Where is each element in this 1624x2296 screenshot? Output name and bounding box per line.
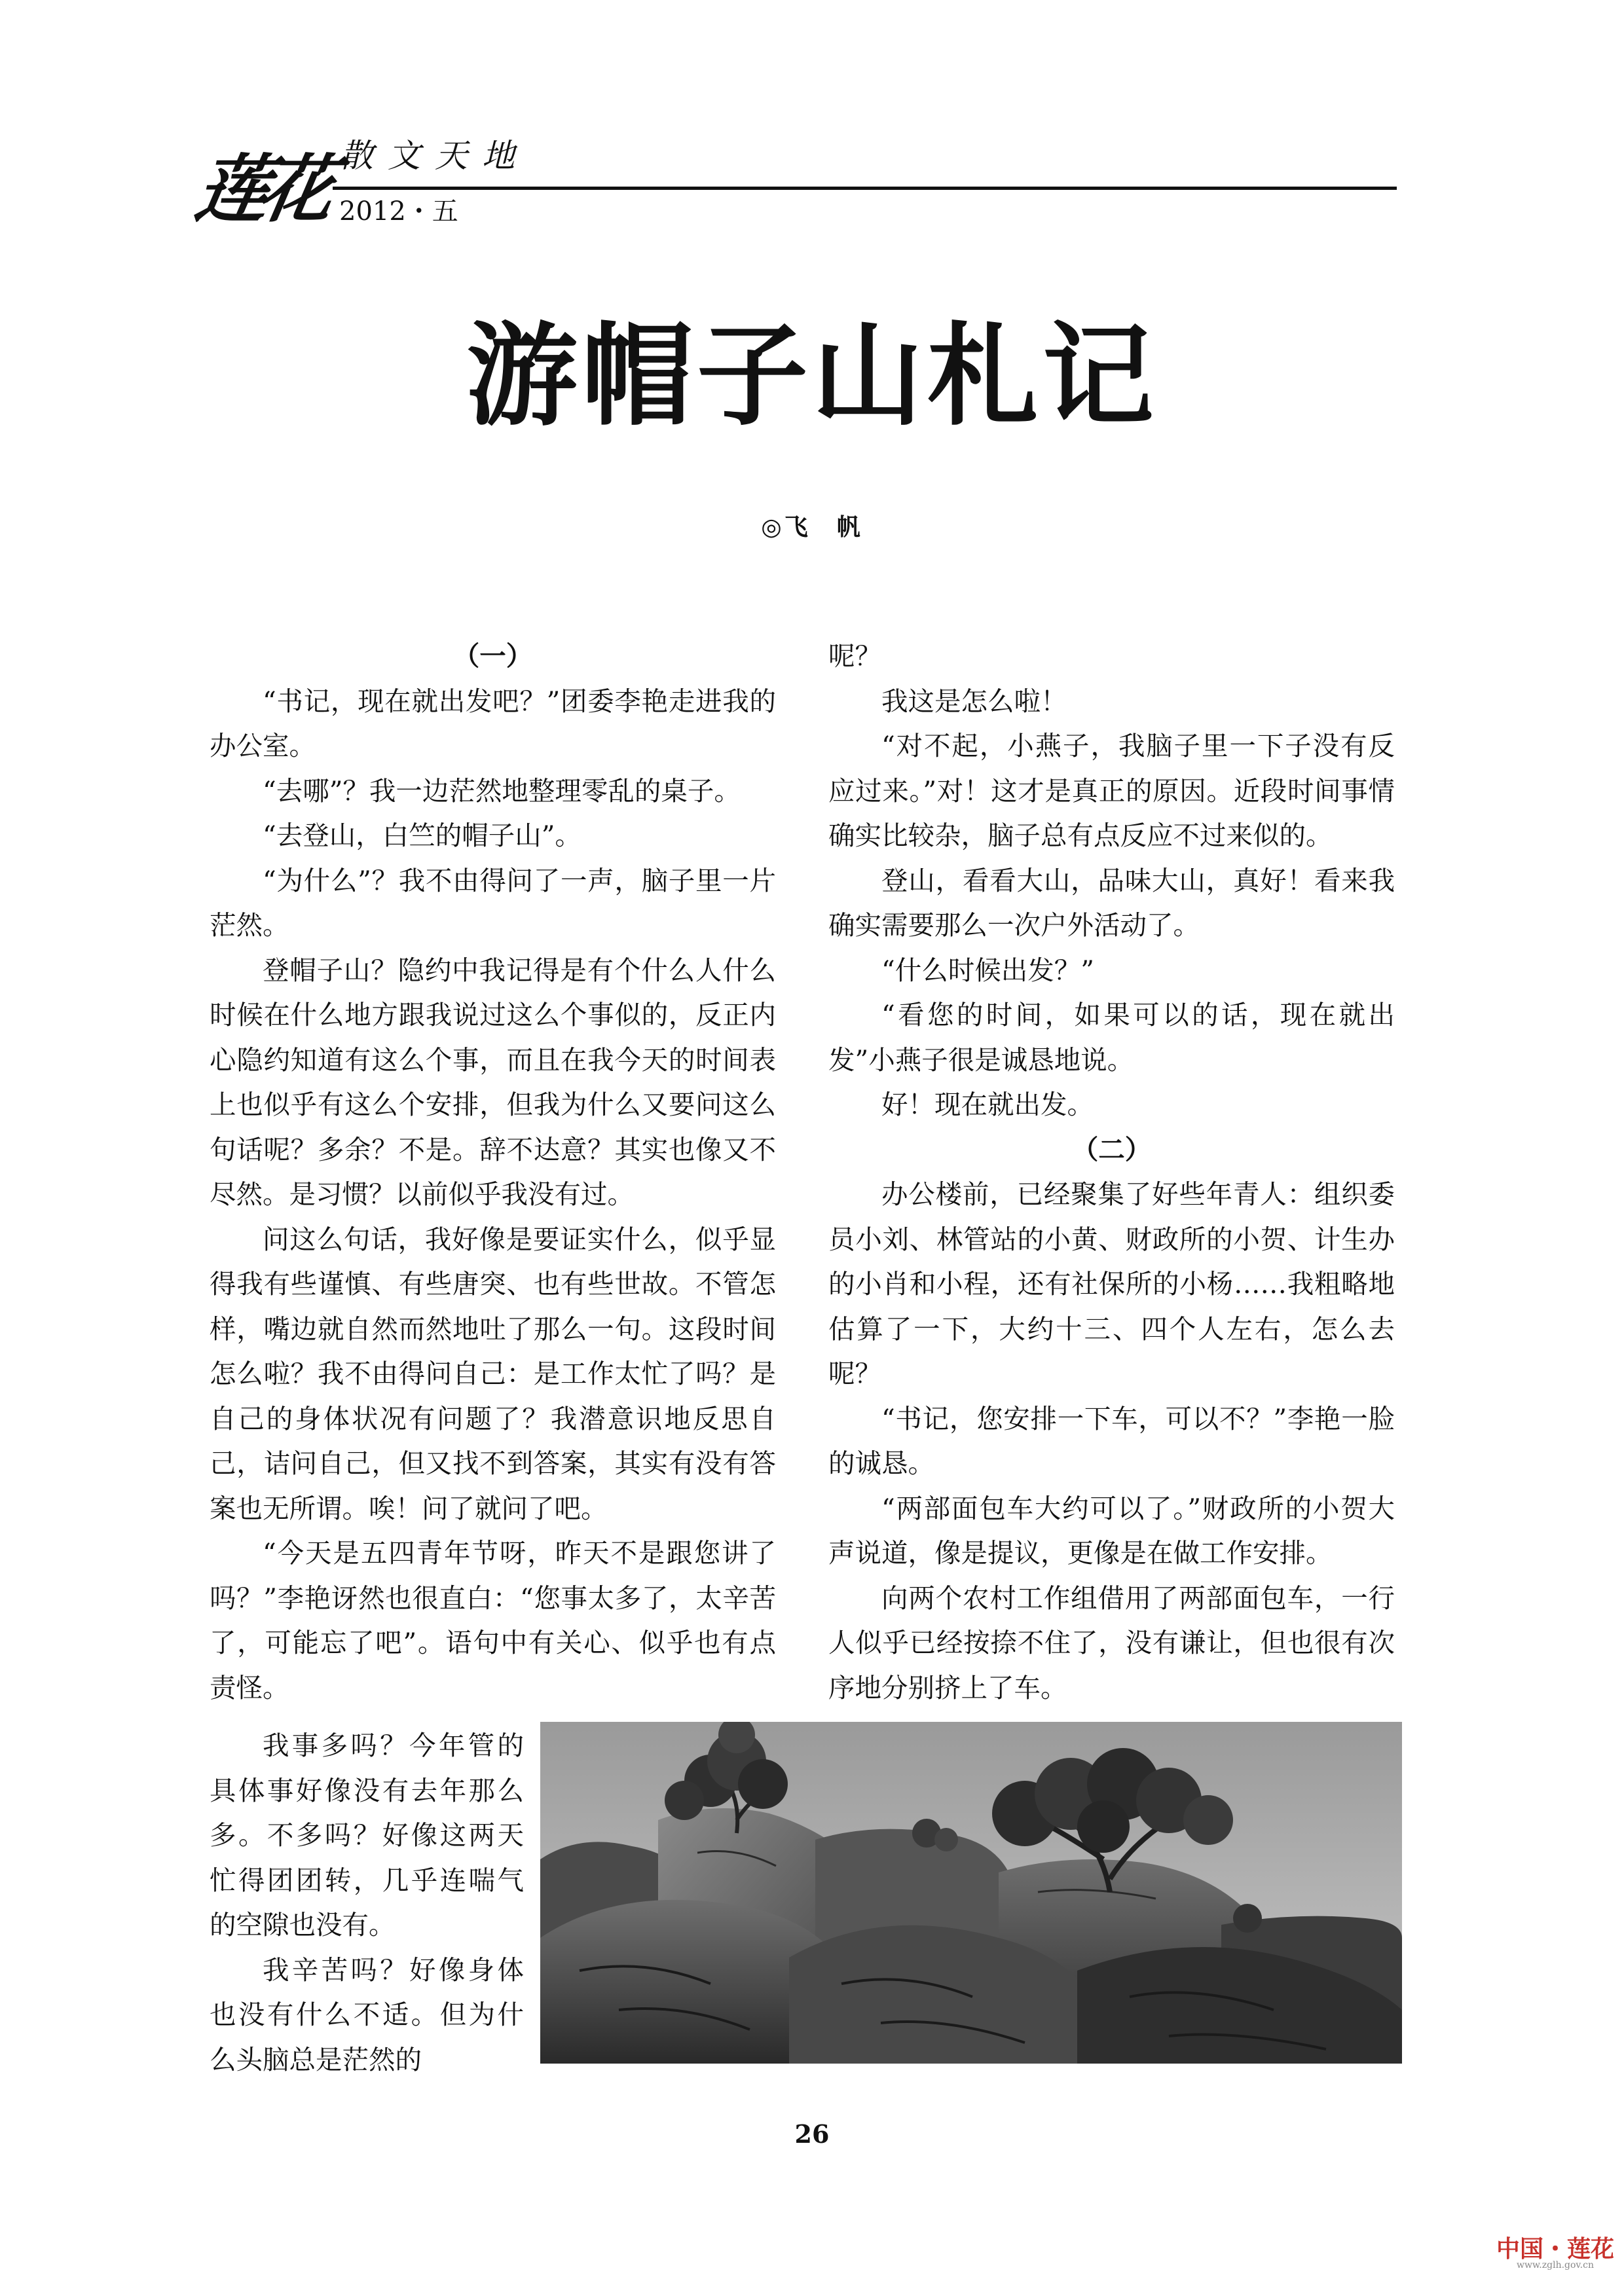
paragraph: 办公楼前，已经聚集了好些年青人：组织委员小刘、林管站的小黄、财政所的小贺、计生办的小肖和小程，还有社保所的小杨……我粗略地估算了一下，大约十三、四个人左右，怎么去呢？ <box>828 1178 1395 1389</box>
paragraph: 我辛苦吗？好像身体也没有什么不适。但为什么头脑总是茫然的 <box>210 1954 524 2075</box>
paragraph: “什么时候出发？” <box>881 954 1094 986</box>
site-watermark <box>1493 2235 1617 2272</box>
left-column <box>210 634 776 1710</box>
paragraph: 我事多吗？今年管的具体事好像没有去年那么多。不多吗？好像这两天忙得团团转，几乎连喘气的空隙也没有。 <box>210 1730 524 1941</box>
header-rule <box>333 187 1397 190</box>
paragraph: “书记，您安排一下车，可以不？”李艳一脸的诚恳。 <box>828 1402 1395 1479</box>
paragraph: “两部面包车大约可以了。”财政所的小贺大声说道，像是提议，更像是在做工作安排。 <box>828 1492 1395 1569</box>
paragraph: 登山，看看大山，品味大山，真好！看来我确实需要那么一次户外活动了。 <box>828 864 1395 941</box>
paragraph: “书记，现在就出发吧？”团委李艳走进我的办公室。 <box>210 685 776 761</box>
paragraph: 好！现在就出发。 <box>881 1089 1094 1120</box>
paragraph: “今天是五四青年节呀，昨天不是跟您讲了吗？”李艳讶然也很直白：“您事太多了，太辛苦了，可能忘了吧”。语句中有关心、似乎也有点责怪。 <box>210 1537 776 1704</box>
article-title: 游帽子山札记 <box>466 312 1158 441</box>
paragraph: “对不起，小燕子，我脑子里一下子没有反应过来。”对！这才是真正的原因。近段时间事情确实比较杂，脑子总有点反应不过来似的。 <box>828 730 1395 851</box>
watermark-text: 中国・莲花 <box>1496 2235 1614 2263</box>
magazine-logo: 莲花 <box>189 147 333 232</box>
paragraph: “看您的时间，如果可以的话，现在就出发”小燕子很是诚恳地说。 <box>828 999 1395 1076</box>
section-heading: （一） <box>452 640 533 672</box>
photo-side-column <box>210 1723 524 2082</box>
paragraph: “为什么”？我不由得问了一声，脑子里一片茫然。 <box>210 864 776 941</box>
watermark-url: www.zglh.gov.cn <box>1517 2260 1594 2270</box>
issue-label: 2012・五 <box>339 196 458 227</box>
paragraph: 登帽子山？隐约中我记得是有个什么人什么时候在什么地方跟我说过这么个事似的，反正内心隐约知道有这么个事，而且在我今天的时间表上也似乎有这么个安排，但我为什么又要问这么句话呢？多余？不是。辞不达意？其实也像又不尽然。是习惯？以前似乎我没有过。 <box>210 954 776 1210</box>
mountain-rock-photo <box>540 1722 1402 2064</box>
paragraph: 我这是怎么啦！ <box>881 685 1067 717</box>
article-byline: ◎飞 帆 <box>761 513 863 541</box>
paragraph: 向两个农村工作组借用了两部面包车，一行人似乎已经按捺不住了，没有谦让，但也很有次序地分别挤上了车。 <box>828 1582 1395 1704</box>
page-number: 26 <box>794 2119 830 2149</box>
paragraph: “去哪”？我一边茫然地整理零乱的桌子。 <box>263 774 741 807</box>
paragraph: 问这么句话，我好像是要证实什么，似乎显得我有些谨慎、有些唐突、也有些世故。不管怎样，嘴边就自然而然地吐了那么一句。这段时间怎么啦？我不由得问自己：是工作太忙了吗？是自己的身体状况有问题了？我潜意识地反思自己，诘问自己，但又找不到答案，其实有没有答案也无所谓。唉！问了就问了吧。 <box>210 1223 776 1524</box>
paragraph: “去登山，白竺的帽子山”。 <box>263 820 581 851</box>
section-heading: （二） <box>1071 1133 1152 1165</box>
paragraph-continued: 呢？ <box>828 640 881 672</box>
section-label: 散文天地 <box>341 137 529 175</box>
right-column <box>828 634 1395 1710</box>
